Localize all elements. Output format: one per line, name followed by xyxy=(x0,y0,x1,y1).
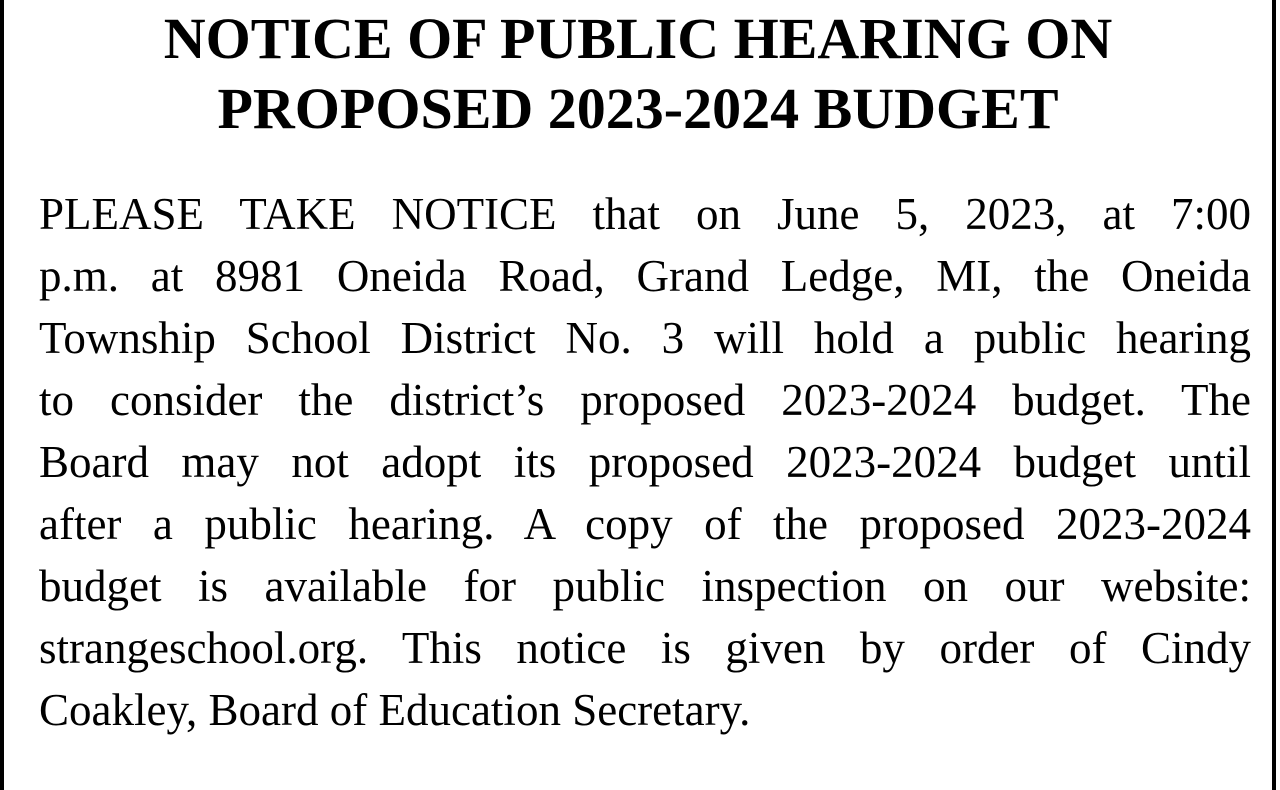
notice-body-line-3: Township School District No. 3 will hold a public hearing xyxy=(39,313,1251,363)
notice-body xyxy=(39,183,1251,741)
notice-body-line-9: Coakley, Board of Education Secretary. xyxy=(39,685,751,735)
notice-body-line-5: Board may not adopt its proposed 2023-2024 budget until xyxy=(39,437,1251,487)
notice-body-line-7: budget is available for public inspection on our website: xyxy=(39,561,1251,611)
notice-body-line-1: PLEASE TAKE NOTICE that on June 5, 2023, at 7:00 xyxy=(39,189,1251,239)
notice-body-line-2: p.m. at 8981 Oneida Road, Grand Ledge, MI, the Oneida xyxy=(39,251,1251,301)
notice-title-line-2: PROPOSED 2023-2024 BUDGET xyxy=(217,76,1059,141)
notice-title-line-1: NOTICE OF PUBLIC HEARING ON xyxy=(163,6,1113,71)
notice-body-line-4: to consider the district’s proposed 2023-2024 budget. The xyxy=(39,375,1251,425)
notice-body-line-8: strangeschool.org. This notice is given by order of Cindy xyxy=(39,623,1251,673)
notice-title xyxy=(4,4,1272,144)
notice-body-line-6: after a public hearing. A copy of the proposed 2023-2024 xyxy=(39,499,1251,549)
